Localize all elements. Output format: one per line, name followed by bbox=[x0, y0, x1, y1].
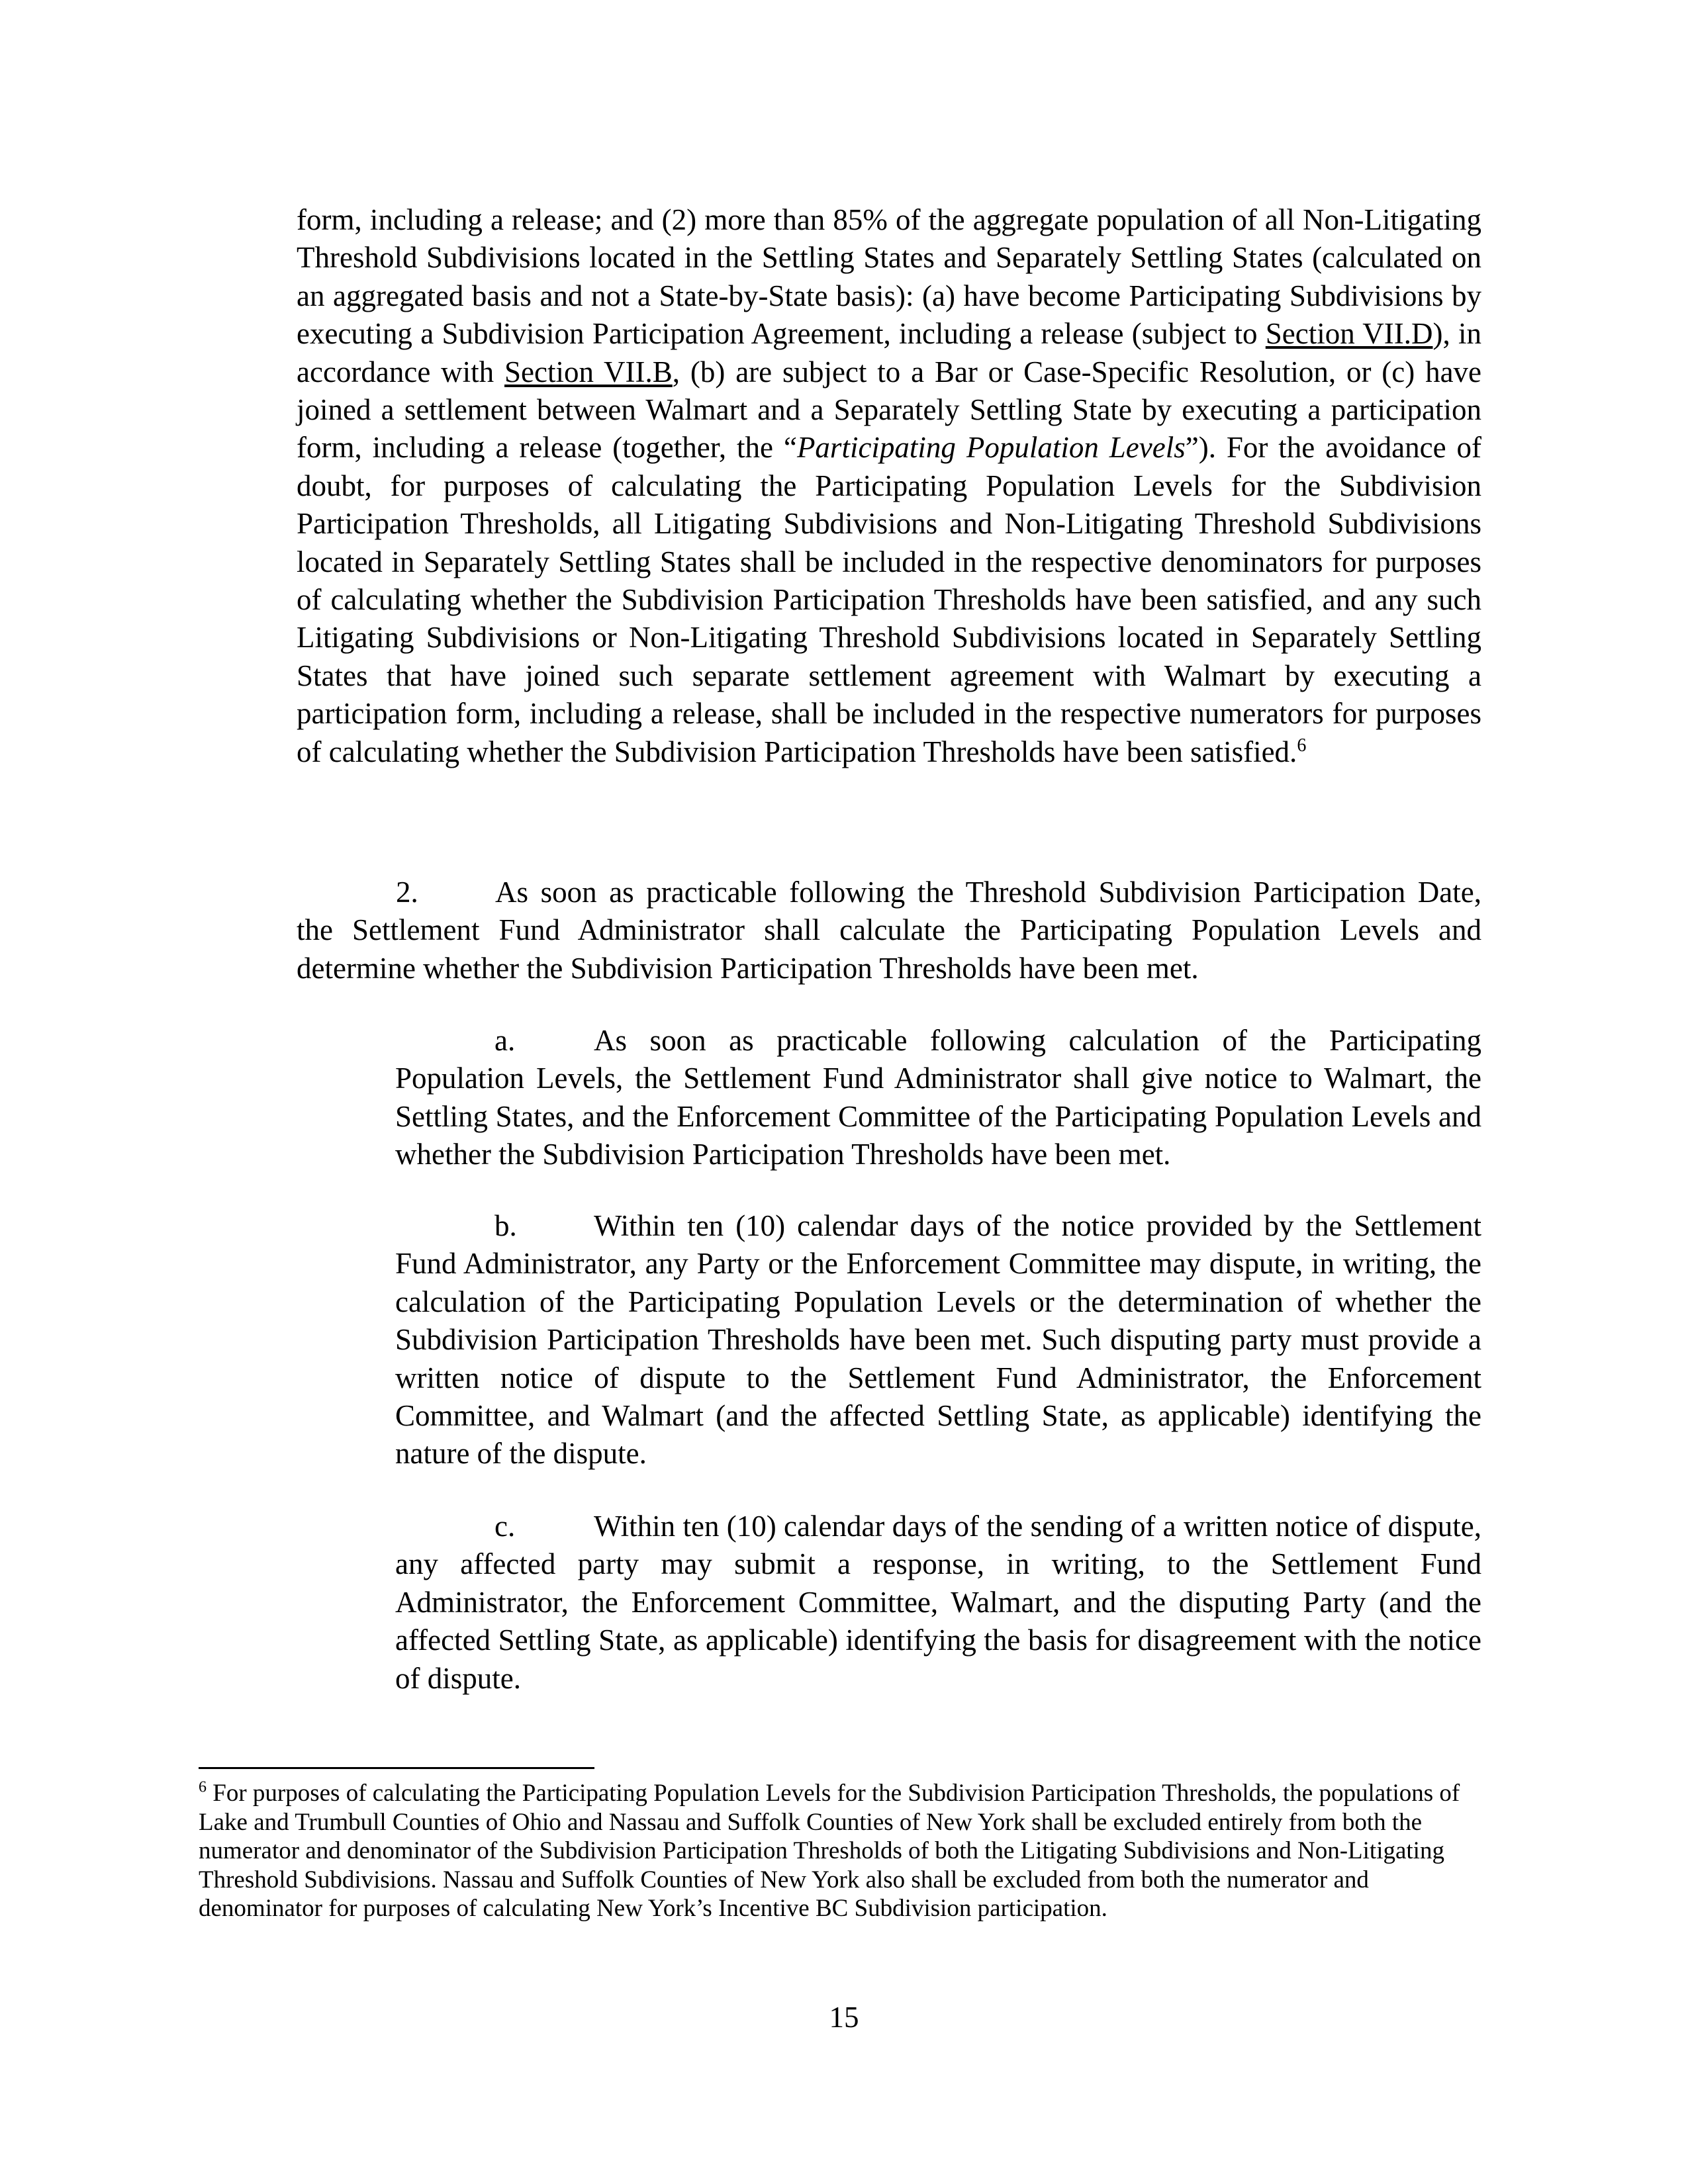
section-vii-d-reference: Section VII.D bbox=[1265, 317, 1433, 351]
subparagraph-a bbox=[395, 1022, 1481, 1174]
numbered-paragraph-2 bbox=[297, 874, 1481, 987]
section-vii-b-reference: Section VII.B bbox=[504, 355, 673, 388]
footnote-separator bbox=[199, 1767, 594, 1769]
subparagraph-marker: a. bbox=[494, 1024, 516, 1057]
paragraph-number: 2. bbox=[396, 876, 418, 909]
body-paragraph bbox=[297, 201, 1481, 771]
subparagraph-marker: b. bbox=[494, 1209, 517, 1242]
paragraph-text: As soon as practicable following the Threshold Subdivision Participation Date, the Settlement Fund Administrator shall calculate the Participating Population Levels and determine whether the Subdivision Participation Thresholds have been met. bbox=[297, 876, 1481, 985]
subparagraph-text: Within ten (10) calendar days of the notice provided by the Settlement Fund Administrator, any Party or the Enforcement Committee may dispute, in writing, the calculation of the Participating Population Levels or the determination of whether the Subdivision Participation Thresholds have been met. Such disputing party must provide a written notice of dispute to the Settlement Fund Administrator, the Enforcement Committee, and Walmart (and the affected Settling State, as applicable) identifying the nature of the dispute. bbox=[395, 1209, 1481, 1471]
subparagraph-text: Within ten (10) calendar days of the sending of a written notice of dispute, any affected party may submit a response, in writing, to the Settlement Fund Administrator, the Enforcement Committee, Walmart, and the disputing Party (and the affected Settling State, as applicable) identifying the basis for disagreement with the notice of dispute. bbox=[395, 1510, 1481, 1695]
defined-term: Participating Population Levels bbox=[796, 431, 1186, 465]
footnote-text: For purposes of calculating the Participating Population Levels for the Subdivision Participation Thresholds, the populations of Lake and Trumbull Counties of Ohio and Nassau and Suffolk Counties of New York shall be excluded entirely from both the numerator and denominator of the Subdivision Participation Thresholds of both the Litigating Subdivisions and Non-Litigating Threshold Subdivisions. Nassau and Suffolk Counties of New York also shall be excluded from both the numerator and denominator for purposes of calculating New York’s Incentive BC Subdivision participation. bbox=[199, 1780, 1460, 1922]
subparagraph-b bbox=[395, 1207, 1481, 1473]
footnote-number: 6 bbox=[199, 1778, 207, 1796]
body-text-part-4: ”). For the avoidance of doubt, for purposes of calculating the Participating Population Levels for the Subdivision Participation Thresholds, all Litigating Subdivisions and Non-Litigating Threshold Subdivisions located in Separately Settling States shall be included in the respective denominators for purposes of calculating whether the Subdivision Participation Thresholds have been satisfied, and any such Litigating Subdivisions or Non-Litigating Threshold Subdivisions located in Separately Settling States that have joined such separate settlement agreement with Walmart by executing a participation form, including a release, shall be included in the respective numerators for purposes of calculating whether the Subdivision Participation Thresholds have been satisfied. bbox=[297, 431, 1482, 768]
page-number: 15 bbox=[829, 2001, 859, 2034]
body-text-part-1: form, including a release; and (2) more than 85% of the aggregate population of all Non-Litigating Threshold Subdivisions located in the Settling States and Separately Settling States (calculated on an aggregated basis and not a State-by-State basis): (a) have become Participating Subdivisions by executing a Subdivision Participation Agreement, including a release (subject to bbox=[297, 203, 1481, 351]
subparagraph-c bbox=[395, 1508, 1481, 1698]
body-text-part-3: , (b) are subject to a Bar or Case-Specific Resolution, or (c) have joined a settlement between Walmart and a Separately Settling State by executing a participation form, including a release (together, the “ bbox=[297, 355, 1482, 465]
subparagraph-marker: c. bbox=[494, 1510, 516, 1543]
subparagraph-text: As soon as practicable following calculation of the Participating Population Levels, the Settlement Fund Administrator shall give notice to Walmart, the Settling States, and the Enforcement Committee of the Participating Population Levels and whether the Subdivision Participation Thresholds have been met. bbox=[395, 1024, 1481, 1171]
footnote bbox=[199, 1779, 1483, 1923]
footnote-reference: 6 bbox=[1297, 735, 1307, 756]
body-text-part-2: ), in accordance with bbox=[297, 317, 1481, 388]
